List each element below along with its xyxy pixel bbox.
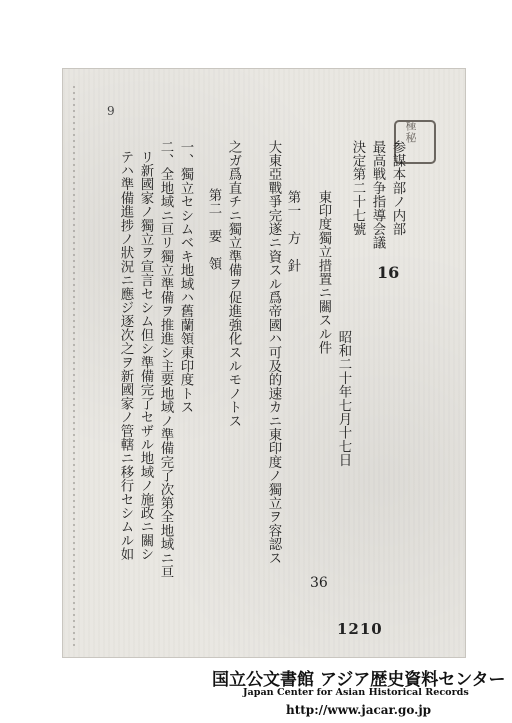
header-line-3: 決定第二十七號: [350, 140, 365, 236]
body-line-6: リ新國家ノ獨立ヲ宣言セシム但シ準備完了セザル地域ノ施政ニ關シ: [138, 150, 153, 561]
page-marker: 9: [107, 104, 115, 118]
page-number: 1210: [337, 620, 383, 638]
body-line-3: 第二 要 領: [206, 188, 221, 271]
body-line-4: 一、獨立セシムベキ地域ハ舊蘭領東印度トス: [178, 140, 193, 414]
header-line-2: 最高戦争指導会議: [370, 140, 385, 250]
document-number: 16: [377, 263, 400, 282]
archive-english-name: Japan Center for Asian Historical Records: [243, 687, 469, 698]
section-heading: 第一 方 針: [285, 190, 300, 273]
document-title: 東印度獨立措置ニ關スル件: [316, 190, 331, 355]
body-line-2: 之ガ爲直チニ獨立準備ヲ促進強化スルモノトス: [226, 140, 241, 428]
body-line-7: テハ準備進捗ノ狀況ニ應ジ逐次之ヲ新國家ノ管轄ニ移行セシムル如: [118, 150, 133, 561]
archive-url[interactable]: http://www.jacar.go.jp: [286, 703, 432, 717]
binding-edge: [73, 86, 75, 646]
body-line-1: 大東亞戰爭完遂ニ資スル爲帝國ハ可及的速カニ東印度ノ獨立ヲ容認ス: [266, 140, 281, 565]
margin-number: 36: [310, 575, 328, 591]
body-line-5: 二、全地域ニ亘リ獨立準備ヲ推進シ主要地域ノ準備完了次第全地域ニ亘: [158, 140, 173, 579]
stamp-text: 極秘: [404, 120, 417, 144]
header-line-1: 参謀本部ノ内部: [390, 140, 405, 236]
archive-name: 国立公文書館 アジア歴史資料センター: [212, 670, 506, 690]
document-date: 昭和二十年七月十七日: [336, 330, 351, 467]
